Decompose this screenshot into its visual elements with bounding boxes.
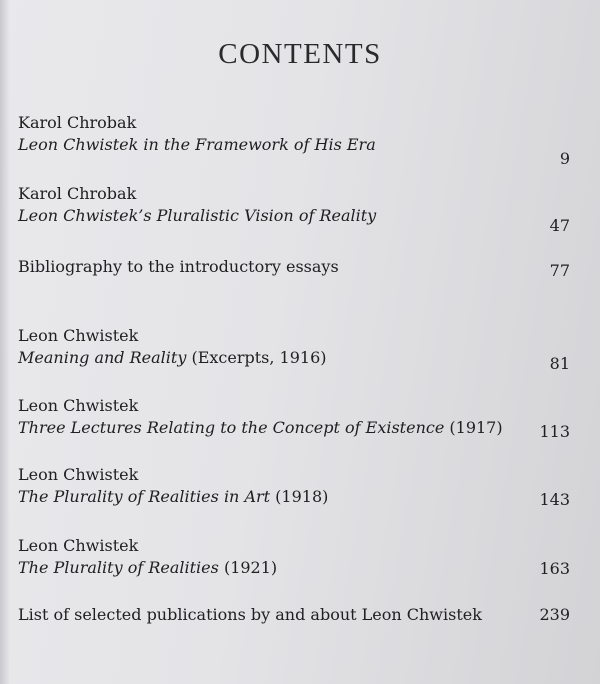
entry-page-number: 81 (549, 354, 570, 373)
entry-page-number: 163 (539, 559, 570, 578)
entry-title: Bibliography to the introductory essays (18, 257, 339, 276)
entry-title-suffix: (1917) (444, 418, 503, 437)
entry-title: Meaning and Reality (18, 348, 187, 367)
entry-title: Leon Chwistek’s Pluralistic Vision of Reality (18, 206, 377, 225)
toc-entry (18, 535, 570, 579)
entry-author: Leon Chwistek (18, 536, 139, 555)
entry-author: Leon Chwistek (18, 326, 139, 345)
entry-author: Leon Chwistek (18, 465, 139, 484)
entry-title: Leon Chwistek in the Framework of His Era (18, 135, 376, 154)
entry-page-number: 239 (539, 605, 570, 624)
entry-author: Karol Chrobak (18, 113, 137, 132)
entry-title-suffix: (Excerpts, 1916) (186, 348, 327, 367)
entry-page-number: 9 (559, 149, 570, 168)
toc-entry (18, 112, 570, 168)
entry-page-number: 113 (539, 422, 570, 441)
entry-author: Leon Chwistek (18, 396, 139, 415)
page-title: CONTENTS (218, 38, 382, 70)
toc-entry (18, 256, 570, 278)
toc-entry (18, 395, 570, 439)
page-shadow (0, 0, 10, 684)
entry-title-suffix: (1918) (270, 487, 329, 506)
entry-title: Three Lectures Relating to the Concept of Existence (18, 418, 445, 437)
entry-title-suffix: (1921) (218, 558, 278, 577)
entry-author: Karol Chrobak (18, 184, 137, 203)
entry-title: The Plurality of Realities in Art (18, 487, 271, 506)
toc-entry (18, 183, 570, 235)
entry-title: List of selected publications by and about Leon Chwistek (18, 605, 482, 624)
entry-page-number: 77 (549, 261, 570, 280)
toc-entry (18, 325, 570, 373)
toc-entry (18, 464, 570, 508)
toc-entry (18, 604, 570, 626)
entry-page-number: 47 (549, 216, 570, 235)
entry-page-number: 143 (539, 490, 570, 509)
entry-title: The Plurality of Realities (18, 558, 219, 577)
